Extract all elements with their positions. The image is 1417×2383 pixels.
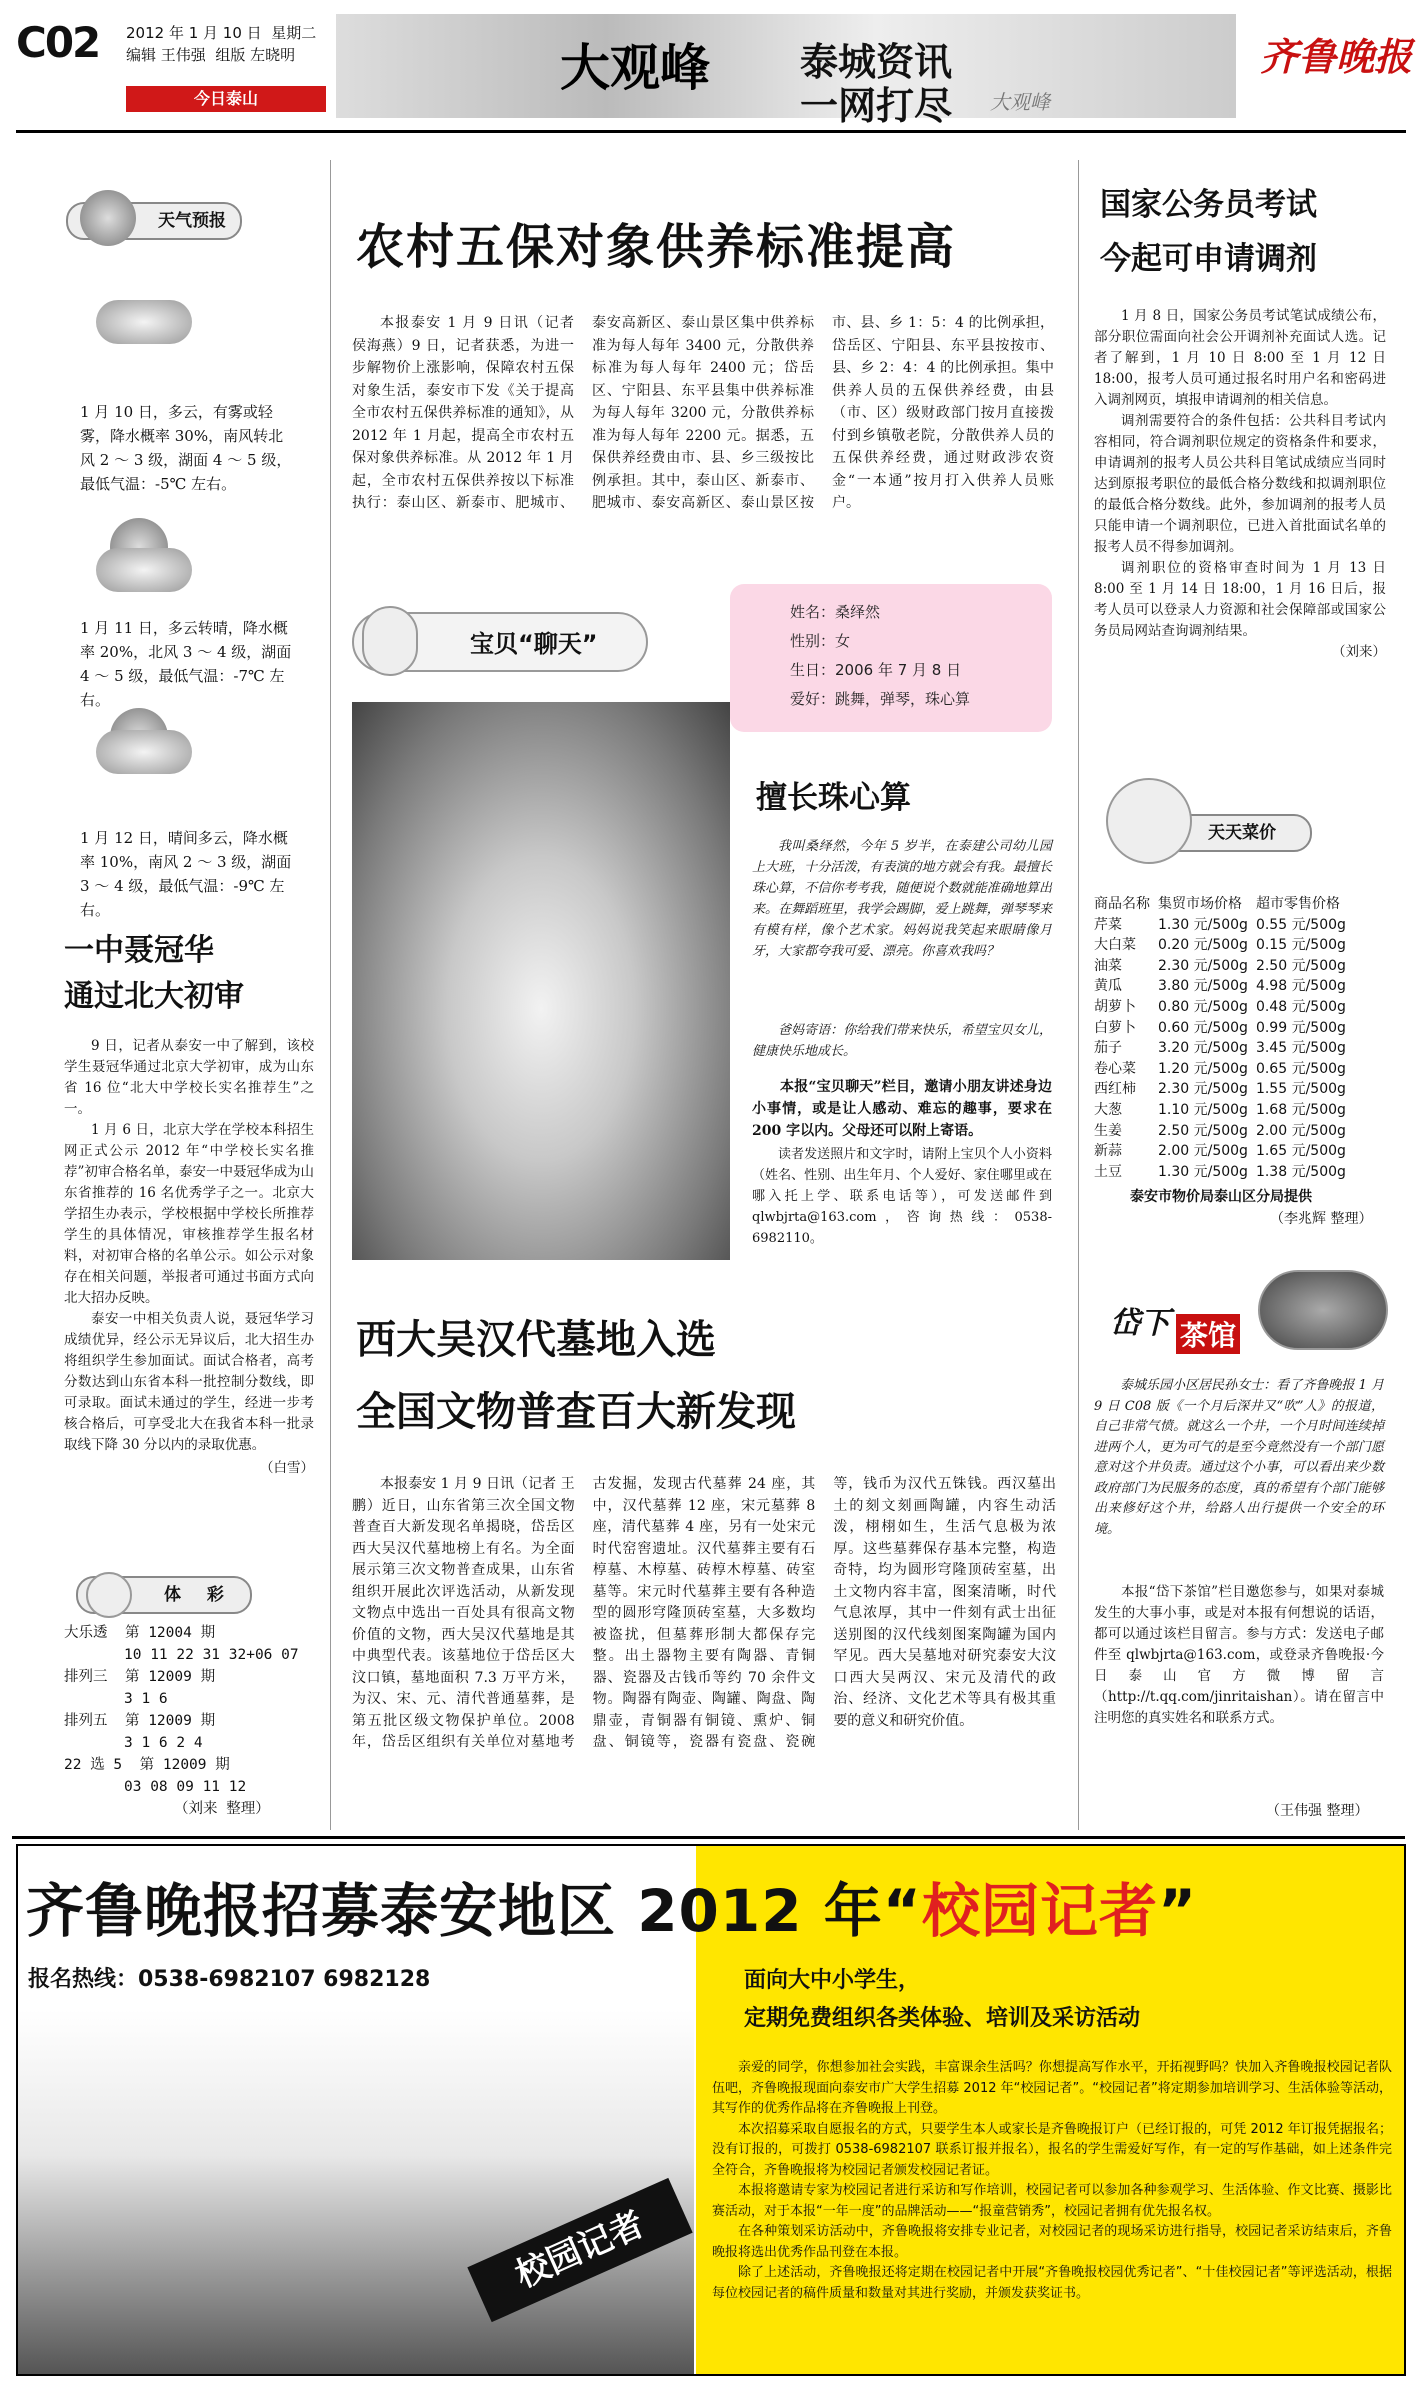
students-photo bbox=[18, 2010, 694, 2374]
price-header bbox=[1090, 894, 1350, 915]
profile-name: 姓名：桑绎然 bbox=[790, 603, 881, 621]
price-cell: 0.80 元/500g bbox=[1158, 998, 1248, 1015]
section-tag: 今日泰山 bbox=[126, 86, 326, 112]
teddy-bear-icon bbox=[362, 606, 418, 676]
ad-title-text: 齐鲁晚报招募泰安地区 2012 年“ bbox=[26, 1877, 922, 1945]
price-cell: 土豆 bbox=[1094, 1163, 1122, 1180]
price-row bbox=[1090, 976, 1350, 997]
veg-badge: 天天菜价 bbox=[1110, 814, 1312, 852]
nie-author: （白雪） bbox=[260, 1460, 314, 1476]
price-header-cell: 集贸市场价格 bbox=[1158, 896, 1242, 912]
ad-paragraph: 本报将邀请专家为校园记者进行采访和写作培训，校园记者可以参加各种参观学习、生活体验、作文比赛、摄影比赛活动，对于本报“一年一度”的品牌活动——“报童营销秀”，校园记者拥有优先报名权。 bbox=[712, 2183, 1392, 2219]
lottery-numbers: 3 1 6 2 4 bbox=[124, 1735, 203, 1751]
weather-day2: 1 月 11 日，多云转晴，降水概率 20%，北风 3 ～ 4 级，湖面 4 ～ 5 级，最低气温：-7℃ 左右。 bbox=[80, 619, 292, 709]
price-cell: 西红柿 bbox=[1094, 1081, 1136, 1098]
lottery-badge: 体 彩 bbox=[76, 1576, 252, 1614]
civil-title2: 今起可申请调剂 bbox=[1100, 241, 1317, 277]
profile-gender: 性别：女 bbox=[790, 632, 851, 650]
price-cell: 1.55 元/500g bbox=[1255, 1081, 1346, 1098]
ad-paragraph: 在各种策划采访活动中，齐鲁晚报将安排专业记者，对校园记者的现场采访进行指导，校园记者采访结束后，齐鲁晚报将选出优秀作品刊登在本报。 bbox=[712, 2224, 1392, 2260]
baby-parents: 爸妈寄语：你给我们带来快乐，希望宝贝女儿，健康快乐地成长。 bbox=[752, 1023, 1052, 1059]
lottery-name: 22 选 5 bbox=[64, 1757, 123, 1773]
price-table bbox=[1090, 894, 1350, 1182]
column-divider bbox=[330, 160, 331, 1830]
ad-tagline2: 定期免费组织各类体验、培训及采访活动 bbox=[744, 2006, 1141, 2031]
lottery-author: （刘来 整理） bbox=[174, 1801, 270, 1817]
price-cell: 大白菜 bbox=[1094, 937, 1136, 954]
lottery-name: 大乐透 bbox=[64, 1625, 108, 1641]
nie-title2: 通过北大初审 bbox=[64, 979, 244, 1014]
wubao-body: 本报泰安 1 月 9 日讯（记者 侯海燕）9 日，记者获悉，为进一步解物价上涨影响，保障农村五保对象生活，泰安市下发《关于提高全市农村五保供养标准的通知》，从 2012 年 1 月起，提高全市农村五保对象供养标准。从 2012 年 1 月起，全市农村五保供养按以下标准执行：泰山区、新泰市、肥城市、泰安高新区、泰山景区集中供养标准为每人每年 3400 元，分散供养标准为每人每年 2400 元；岱岳区、宁阳县、东平县集中供养标准为每人每年 3200 元，分散供养标准为每人每年 2200 元。据悉，五保供养经费由市、县、乡三级按比例承担。其中，泰山区、新泰市、肥城市、泰安高新区、泰山景区按市、县、乡 1：5：4 的比例承担，岱岳区、宁阳县、东平县按按市、县、乡 2：4：4 的比例承担。集中供养人员的五保供养经费，由县（市、区）级财政部门按月直接拨付到乡镇敬老院，分散供养人员的五保供养经费，通过财政涉农资金“一本通”按月打入供养人员账户。 bbox=[352, 315, 1054, 511]
price-cell: 4.98 元/500g bbox=[1255, 978, 1346, 995]
price-cell: 0.65 元/500g bbox=[1255, 1060, 1346, 1077]
veg-source: 泰安市物价局泰山区分局提供 bbox=[1130, 1189, 1312, 1205]
banner-slogan-line2: 一网打尽 bbox=[800, 84, 953, 128]
baby-notice: 本报“宝贝聊天”栏目，邀请小朋友讲述身边小事情，或是让人感动、难忘的趣事，要求在 200 字以内。父母还可以附上寄语。 bbox=[752, 1079, 1052, 1139]
price-cell: 2.00 元/500g bbox=[1255, 1122, 1346, 1139]
weather-badge: 天气预报 bbox=[66, 202, 242, 240]
price-cell: 2.50 元/500g bbox=[1158, 1122, 1248, 1139]
price-cell: 1.10 元/500g bbox=[1158, 1101, 1248, 1118]
baby-notice: 读者发送照片和文字时，请附上宝贝个人小资料（姓名、性别、出生年月、个人爱好、家住哪里或在哪入托上学、联系电话等），可发送邮件到 qlwbjrta@163.com，咨询热线：0538-6982110。 bbox=[752, 1147, 1052, 1246]
ad-title-highlight: 校园记者 bbox=[921, 1877, 1158, 1945]
lottery-numbers: 3 1 6 bbox=[124, 1691, 168, 1707]
price-cell: 生姜 bbox=[1094, 1122, 1122, 1139]
price-cell: 黄瓜 bbox=[1094, 978, 1122, 995]
ad-badge: 校园记者 bbox=[467, 2178, 692, 2322]
lottery-period: 第 12009 期 bbox=[124, 1713, 216, 1729]
price-cell: 0.55 元/500g bbox=[1255, 916, 1346, 933]
civil-paragraph: 1 月 8 日，国家公务员考试笔试成绩公布，部分职位需面向社会公开调剂补充面试人选。记者了解到，1 月 10 日 8:00 至 1 月 12 日 18:00，报考人员可通过报名时用户名和密码进入调剂网页，填报申请调剂的相关信息。 bbox=[1094, 308, 1386, 408]
weather-day1: 1 月 10 日，多云，有雾或轻雾，降水概率 30%，南风转北风 2 ～ 3 级，湖面 4 ～ 5 级，最低气温：-5℃ 左右。 bbox=[80, 403, 292, 493]
nie-title1: 一中聂冠华 bbox=[64, 933, 214, 968]
lottery-numbers: 03 08 09 11 12 bbox=[124, 1779, 247, 1795]
lottery-period: 第 12004 期 bbox=[124, 1625, 216, 1641]
column-divider bbox=[1078, 160, 1079, 1830]
civil-paragraph: 调剂职位的资格审查时间为 1 月 13 日 8:00 至 1 月 14 日 18:00，1 月 16 日后，报考人员可以登录人力资源和社会保障部或国家公务员局网站查询调剂结果。 bbox=[1094, 560, 1386, 639]
ad-hotline: 报名热线：0538-6982107 6982128 bbox=[28, 1967, 431, 1992]
paper-logo: 齐鲁晚报 bbox=[1260, 34, 1413, 79]
civil-author: （刘来） bbox=[1332, 644, 1386, 660]
lottery-ball-icon bbox=[86, 1572, 132, 1618]
price-cell: 3.80 元/500g bbox=[1158, 978, 1248, 995]
price-row bbox=[1090, 997, 1350, 1018]
price-cell: 大葱 bbox=[1094, 1101, 1122, 1118]
lottery-period: 第 12009 期 bbox=[124, 1669, 216, 1685]
price-cell: 2.50 元/500g bbox=[1255, 957, 1346, 974]
lottery-numbers: 10 11 22 31 32+06 07 bbox=[124, 1647, 299, 1663]
banner-title: 大观峰 bbox=[560, 38, 710, 97]
wubao-title: 农村五保对象供养标准提高 bbox=[356, 219, 957, 275]
veg-author: （李兆辉 整理） bbox=[1270, 1211, 1373, 1227]
price-cell: 卷心菜 bbox=[1094, 1060, 1136, 1077]
nie-paragraph: 泰安一中相关负责人说，聂冠华学习成绩优异，经公示无异议后，北大招生办将组织学生参加面试。面试合格者，高考分数达到山东省本科一批控制分数线，即可录取。面试未通过的学生，经进一步考核合格后，可享受北大在我省本科一批录取线下降 30 分以内的录取优惠。 bbox=[64, 1311, 314, 1453]
price-row bbox=[1090, 935, 1350, 956]
lottery-name: 排列三 bbox=[64, 1669, 108, 1685]
price-cell: 胡萝卜 bbox=[1094, 998, 1136, 1015]
price-cell: 0.99 元/500g bbox=[1255, 1019, 1346, 1036]
ad-title bbox=[26, 1864, 1197, 1948]
profile-birthday: 生日：2006 年 7 月 8 日 bbox=[790, 661, 962, 679]
price-cell: 2.30 元/500g bbox=[1158, 957, 1248, 974]
price-cell: 0.15 元/500g bbox=[1255, 937, 1346, 954]
civil-body bbox=[1094, 306, 1386, 663]
ad-title-close: ” bbox=[1157, 1877, 1198, 1945]
price-cell: 1.65 元/500g bbox=[1255, 1143, 1346, 1160]
weekday: 星期二 bbox=[271, 24, 317, 42]
price-cell: 2.00 元/500g bbox=[1158, 1143, 1248, 1160]
weather-day3: 1 月 12 日，晴间多云，降水概率 10%，南风 2 ～ 3 级，湖面 3 ～ 4 级，最低气温：-9℃ 左右。 bbox=[80, 829, 292, 919]
price-cell: 白萝卜 bbox=[1094, 1019, 1136, 1036]
ad-tagline1: 面向大中小学生， bbox=[744, 1968, 921, 1993]
price-row bbox=[1090, 1121, 1350, 1142]
price-row bbox=[1090, 956, 1350, 977]
price-cell: 1.68 元/500g bbox=[1255, 1101, 1346, 1118]
tea-letter: 泰城乐园小区居民孙女士：看了齐鲁晚报 1 月 9 日 C08 版《一个月后深井又“吹”人》的报道，自己非常气愤。就这么一个井，一个月时间连续掉进两个人，更为可气的是至今竟然没有一个部门愿意对这个井负责。通过这个小事，可以看出来少数政府部门为民服务的态度，真的希望有个部门能够出来修好这个井，给路人出行提供一个安全的环境。 bbox=[1094, 1378, 1384, 1537]
banner-slogan bbox=[800, 40, 952, 128]
price-cell: 新蒜 bbox=[1094, 1143, 1122, 1160]
baby-profile bbox=[730, 584, 1052, 732]
baby-photo bbox=[352, 702, 730, 1260]
tea-badge-small: 岱下 bbox=[1110, 1306, 1170, 1341]
price-row bbox=[1090, 1038, 1350, 1059]
ad-body bbox=[712, 2058, 1392, 2304]
price-row bbox=[1090, 1079, 1350, 1100]
price-cell: 0.20 元/500g bbox=[1158, 937, 1248, 954]
nie-article bbox=[64, 928, 314, 1476]
price-header-cell: 超市零售价格 bbox=[1255, 896, 1340, 912]
tomb-title1: 西大吴汉代墓地入选 bbox=[356, 1317, 716, 1363]
nie-paragraph: 1 月 6 日，北京大学在学校本科招生网正式公示 2012 年“中学校长实名推荐”初审合格名单，泰安一中聂冠华成为山东省推荐的 16 名优秀学子之一。北京大学招生办表示，学校根据中学校长所推荐学生的具体情况，审核推荐学生报名材料，对初审合格的名单公示。如公示对象存在相关问题，举报者可通过书面方式向北大招办反映。 bbox=[64, 1122, 314, 1306]
banner-slogan-line1: 泰城资讯 bbox=[800, 40, 953, 84]
price-row bbox=[1090, 1059, 1350, 1080]
ad-paragraph: 本次招募采取自愿报名的方式，只要学生本人或家长是齐鲁晚报订户（已经订报的，可凭 2012 年订报凭据报名；没有订报的，可拨打 0538-6982107 联系订报并报名），报名的学生需爱好写作，有一定的写作基础，如上述条件完全符合，齐鲁晚报将为校园记者颁发校园记者证。 bbox=[712, 2121, 1392, 2178]
tomb-title2: 全国文物普查百大新发现 bbox=[356, 1389, 796, 1435]
tomb-body: 本报泰安 1 月 9 日讯（记者 王鹏）近日，山东省第三次全国文物普查百大新发现名单揭晓，岱岳区西大吴汉代墓地榜上有名。为全面展示第三次文物普查成果，山东省组织开展此次评选活动，从新发现文物点中选出一百处具有很高文物价值的文物，西大吴汉代墓地是其中典型代表。该墓地位于岱岳区大汶口镇，墓地面积 7.3 万平方米，为汉、宋、元、清代普通墓葬，是第五批区级文物保护单位。2008 年，岱岳区组织有关单位对墓地考古发掘，发现古代墓葬 24 座，其中，汉代墓葬 12 座，宋元墓葬 8 座，清代墓葬 4 座，另有一处宋元时代窑窖遗址。汉代墓葬主要有石椁墓、木椁墓、砖椁木椁墓、砖室墓等。宋元时代墓葬主要有各种造型的圆形穹隆顶砖室墓，大多数均被盗扰，但墓葬形制大都保存完整。出土器物主要有陶器、青铜器、瓷器及古钱币等约 70 余件文物。陶器有陶壶、陶罐、陶盘、陶鼎壶，青铜器有铜镜、熏炉、铜盘、铜镜等，瓷器有瓷盘、瓷碗等，钱币为汉代五铢钱。西汉墓出土的刻文刻画陶罐，内容生动活泼，栩栩如生，生活气息极为浓厚。这些墓葬保存基本完整，构造奇特，均为圆形穹隆顶砖室墓，出土文物内容丰富，图案清晰，时代气息浓厚，其中一件刻有武士出征送别图的汉代线刻图案陶罐为国内罕见。西大吴墓地对研究泰安大汶口西大吴两汉、宋元及清代的政治、经济、文化艺术等具有极其重要的意义和研究价值。 bbox=[352, 1476, 1056, 1750]
ad-paragraph: 亲爱的同学，你想参加社会实践，丰富课余生活吗？你想提高写作水平，开拓视野吗？快加入齐鲁晚报校园记者队伍吧，齐鲁晚报现面向泰安市广大学生招募 2012 年“校园记者”。“校园记者”将定期参加培训学习、生活体验等活动，其写作的优秀作品将在齐鲁晚报上刊登。 bbox=[712, 2060, 1392, 2116]
price-row bbox=[1090, 1162, 1350, 1183]
tea-badge-box bbox=[1110, 1292, 1270, 1352]
editor: 编辑 王伟强 bbox=[126, 46, 206, 64]
cabbage-icon bbox=[1106, 778, 1192, 864]
lottery-list bbox=[64, 1622, 324, 1820]
banner-small: 大观峰 bbox=[990, 90, 1050, 114]
tea-author: （王伟强 整理） bbox=[1266, 1803, 1369, 1819]
lottery-period: 第 12009 期 bbox=[139, 1757, 230, 1773]
price-row bbox=[1090, 1141, 1350, 1162]
ad-paragraph: 除了上述活动，齐鲁晚报还将定期在校园记者中开展“齐鲁晚报校园优秀记者”、“十佳校园记者”等评选活动，根据每位校园记者的稿件质量和数量对其进行奖励，并颁发获奖证书。 bbox=[712, 2265, 1392, 2301]
civil-paragraph: 调剂需要符合的条件包括：公共科目考试内容相同，符合调剂职位规定的资格条件和要求，申请调剂的报考人员公共科目笔试成绩应当同时达到原报考职位的最低合格分数线和拟调剂职位的最低合格分数线。此外，参加调剂的报考人员只能申请一个调剂职位，已进入首批面试名单的报考人员不得参加调剂。 bbox=[1094, 413, 1386, 555]
price-cell: 3.20 元/500g bbox=[1158, 1040, 1248, 1057]
baby-badge: 宝贝“聊天” bbox=[470, 630, 598, 658]
baby-title: 擅长珠心算 bbox=[756, 780, 911, 816]
designer: 组版 左晓明 bbox=[215, 46, 296, 64]
nie-paragraph: 9 日，记者从泰安一中了解到，该校学生聂冠华通过北京大学初审，成为山东省 16 位“北大中学校长实名推荐生”之一。 bbox=[64, 1038, 314, 1117]
page-number: C02 bbox=[16, 18, 100, 67]
teapot-icon bbox=[1258, 1270, 1388, 1350]
price-row bbox=[1090, 1100, 1350, 1121]
sun-icon bbox=[80, 190, 136, 246]
price-cell: 1.20 元/500g bbox=[1158, 1060, 1248, 1077]
price-row bbox=[1090, 915, 1350, 936]
civil-title bbox=[1100, 178, 1317, 286]
header-banner-image bbox=[336, 14, 1236, 118]
price-cell: 0.60 元/500g bbox=[1158, 1019, 1248, 1036]
header-rule bbox=[16, 130, 1406, 133]
price-cell: 0.48 元/500g bbox=[1255, 998, 1346, 1015]
cloud-icon bbox=[96, 300, 192, 344]
price-cell: 1.30 元/500g bbox=[1158, 1163, 1248, 1180]
price-cell: 茄子 bbox=[1094, 1040, 1122, 1057]
price-cell: 1.38 元/500g bbox=[1255, 1163, 1346, 1180]
civil-title1: 国家公务员考试 bbox=[1100, 187, 1317, 223]
price-cell: 3.45 元/500g bbox=[1255, 1040, 1346, 1057]
cloud-icon bbox=[96, 548, 192, 592]
header-info bbox=[126, 22, 316, 66]
price-cell: 油菜 bbox=[1094, 957, 1122, 974]
price-cell: 1.30 元/500g bbox=[1158, 916, 1248, 933]
price-cell: 2.30 元/500g bbox=[1158, 1081, 1248, 1098]
lottery-name: 排列五 bbox=[64, 1713, 108, 1729]
tea-notice: 本报“岱下茶馆”栏目邀您参与，如果对泰城发生的大事小事，或是对本报有何想说的话语，都可以通过该栏目留言。参与方式：发送电子邮件至 qlwbjrta@163.com，或登录齐鲁晚报·今日泰山官方微博留言（http://t.qq.com/jinritaishan）。请在留言中注明您的真实姓名和联系方式。 bbox=[1094, 1584, 1384, 1726]
price-cell: 芹菜 bbox=[1094, 916, 1122, 933]
tea-badge: 茶馆 bbox=[1176, 1314, 1240, 1354]
price-row bbox=[1090, 1018, 1350, 1039]
ad-rule bbox=[12, 1836, 1405, 1839]
profile-hobby: 爱好：跳舞，弹琴，珠心算 bbox=[790, 690, 971, 708]
date: 2012 年 1 月 10 日 bbox=[126, 24, 262, 42]
baby-body: 我叫桑绎然，今年 5 岁半，在泰建公司幼儿园上大班，十分活泼，有表演的地方就会有我。最擅长珠心算，不信你考考我，随便说个数就能准确地算出来。在舞蹈班里，我学会踢脚，爱上跳舞，弹琴琴来有模有样，像个艺术家。妈妈说我笑起来眼睛像月牙，大家都夸我可爱、漂亮。你喜欢我吗？ bbox=[752, 839, 1052, 959]
price-header-cell: 商品名称 bbox=[1094, 896, 1150, 912]
ad-tagline bbox=[744, 1962, 1140, 2038]
cloud-icon bbox=[96, 730, 192, 774]
